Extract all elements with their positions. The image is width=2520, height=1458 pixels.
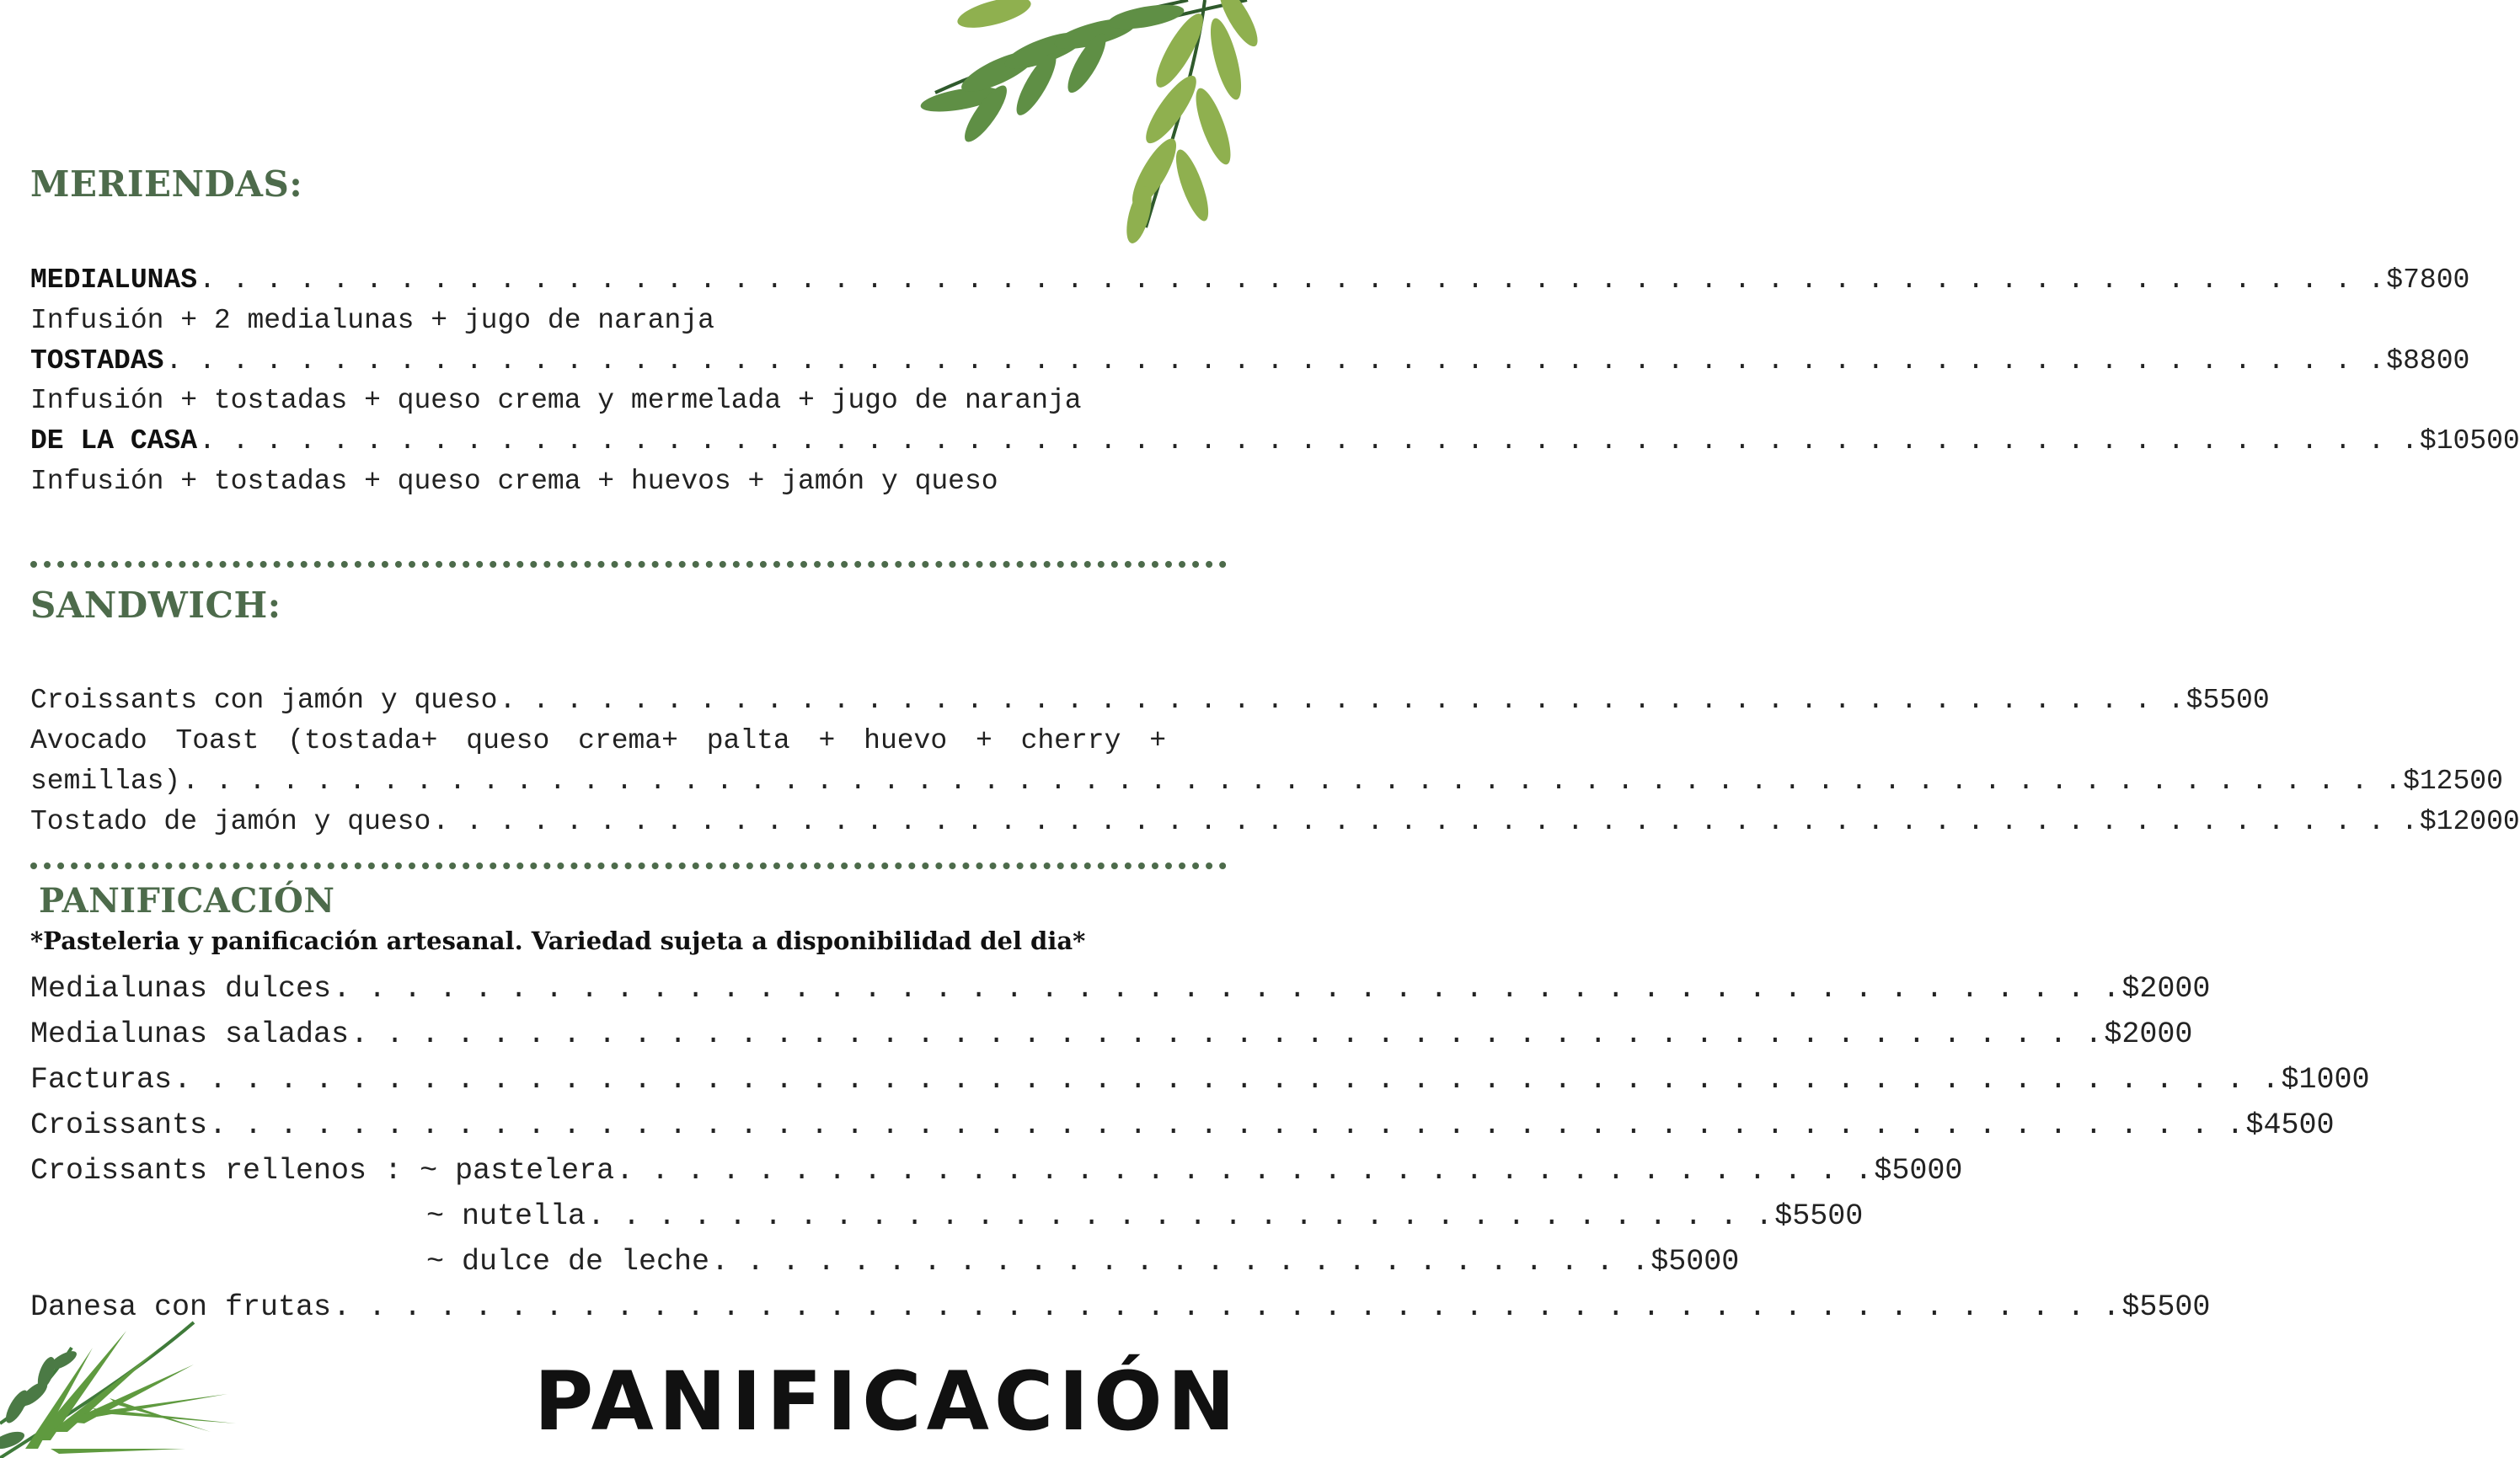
item-name: semillas) [30, 766, 181, 797]
menu-item-croissants [30, 1108, 2335, 1142]
item-name: Medialunas saladas [30, 1017, 350, 1051]
item-price: $5000 [1874, 1154, 1963, 1188]
section-divider [30, 561, 1227, 568]
menu-item-medialunas-dulces [30, 972, 2211, 1006]
menu-item-tostado [30, 806, 2520, 837]
item-name: Medialunas dulces [30, 972, 332, 1006]
item-name: Danesa con frutas [30, 1290, 332, 1324]
item-price: $8800 [2386, 345, 2470, 377]
leaf-branch-top-right-icon [927, 0, 1260, 244]
brand-wordmark: PANIFICACIÓN [533, 1354, 1240, 1449]
menu-item-croissants-rellenos-pastelera [30, 1154, 1963, 1188]
dot-leader: . . . . . . . . . . . . . . . . . . . . . . . . . . . . . . . . . . . . . . . . . . . . . . . . . . [350, 1017, 2103, 1051]
item-description: Infusión + tostadas + queso crema y mermelada + jugo de naranja [30, 385, 1082, 416]
menu-item-medialunas-saladas [30, 1017, 2193, 1051]
dot-leader: . . . . . . . . . . . . . . . . . . . . . . . . . . . [711, 1245, 1650, 1279]
item-price: $4500 [2245, 1108, 2335, 1142]
section-title-meriendas: MERIENDAS: [30, 163, 303, 205]
menu-item-medialunas [30, 264, 2470, 296]
menu-item-facturas [30, 1063, 2370, 1097]
dot-leader: . . . . . . . . . . . . . . . . . . . . . . . . . . . . . . . . . . . . . . . . . . . . . . . . . . . . . . . . . . . . . . . . . . . [182, 766, 2402, 797]
menu-item-de-la-casa [30, 425, 2520, 457]
item-description: Infusión + tostadas + queso crema + huevos + jamón y queso [30, 466, 998, 497]
item-name: ~ nutella [426, 1199, 586, 1233]
menu-item-croissants-rellenos-dulce-de-leche [426, 1245, 1740, 1279]
item-price: $5500 [1774, 1199, 1864, 1233]
dot-leader: . . . . . . . . . . . . . . . . . . . . . . . . . . . . . . . . . . . . . . . . . . . . . . . . . . . . . . . . . . . . [432, 806, 2418, 837]
menu-item-croissants-rellenos-nutella [426, 1199, 1864, 1233]
item-name: MEDIALUNAS [30, 264, 198, 296]
dot-leader: . . . . . . . . . . . . . . . . . . . . . . . . . . . . . . . . . . . . . . . . . . . . . . . . . . . . . . . . . . . . . . . . . . [199, 264, 2385, 296]
item-price: $2000 [2104, 1017, 2193, 1051]
item-name-line: Avocado Toast (tostada+ queso crema+ palta + huevo + cherry + [30, 725, 1166, 756]
item-price: $5500 [2121, 1290, 2211, 1324]
section-note: *Pasteleria y panificación artesanal. Variedad sujeta a disponibilidad del dia* [30, 927, 1086, 955]
item-name: Facturas [30, 1063, 173, 1097]
item-name: DE LA CASA [30, 425, 198, 457]
menu-item-tostadas [30, 345, 2470, 377]
item-price: $7800 [2386, 264, 2470, 296]
item-name: Tostado de jamón y queso [30, 806, 431, 837]
palm-leaf-bottom-left-icon [0, 1314, 244, 1458]
item-price: $2000 [2121, 972, 2211, 1006]
item-price: $5500 [2186, 685, 2270, 716]
item-name: Croissants con jamón y queso [30, 685, 498, 716]
menu-item-avocado-toast [30, 766, 2503, 797]
item-name: TOSTADAS [30, 345, 164, 377]
menu-item-danesa-con-frutas [30, 1290, 2211, 1324]
item-name: Croissants rellenos : ~ pastelera [30, 1154, 615, 1188]
dot-leader: . . . . . . . . . . . . . . . . . . . . . . . . . . . . . . . . . . . . . . . . . . . . . . . . . . . [333, 972, 2121, 1006]
section-title-sandwich: SANDWICH: [30, 585, 281, 626]
item-description: Infusión + 2 medialunas + jugo de naranja [30, 305, 714, 336]
item-name: ~ dulce de leche [426, 1245, 710, 1279]
dot-leader: . . . . . . . . . . . . . . . . . . . . . . . . . . . . . . . . . . . . . . . . . . . . . . . . . . . [499, 685, 2185, 716]
dot-leader: . . . . . . . . . . . . . . . . . . . . . . . . . . . . . . . . . . . . . . . . . . . . . . . . . . . . . . . . . . [209, 1108, 2244, 1142]
item-price: $1000 [2281, 1063, 2370, 1097]
item-price: $12500 [2403, 766, 2503, 797]
dot-leader: . . . . . . . . . . . . . . . . . . . . . . . . . . . . . . . . . . [587, 1199, 1774, 1233]
item-name: Croissants [30, 1108, 208, 1142]
dot-leader: . . . . . . . . . . . . . . . . . . . . . . . . . . . . . . . . . . . . . . . . . . . . . . . . . . . . . . . . . . . . . . . . . . . [165, 345, 2385, 377]
section-divider [30, 863, 1227, 869]
item-price: $10500 [2419, 425, 2520, 457]
dot-leader: . . . . . . . . . . . . . . . . . . . . . . . . . . . . . . . . . . . . . . . . . . . . . . . . . . . . . . . . . . . . [174, 1063, 2280, 1097]
section-title-panificacion: PANIFICACIÓN [39, 881, 335, 921]
item-price: $12000 [2419, 806, 2520, 837]
item-price: $5000 [1651, 1245, 1740, 1279]
menu-item-croissants-jamon-queso [30, 685, 2270, 716]
dot-leader: . . . . . . . . . . . . . . . . . . . . . . . . . . . . . . . . . . . . . . . . . . . . . . . . . . . . . . . . . . . . . . . . . . . [199, 425, 2418, 457]
dot-leader: . . . . . . . . . . . . . . . . . . . . . . . . . . . . . . . . . . . . . . . . . . . . . . . . . . . [333, 1290, 2121, 1324]
dot-leader: . . . . . . . . . . . . . . . . . . . . . . . . . . . . . . . . . . . . [616, 1154, 1873, 1188]
